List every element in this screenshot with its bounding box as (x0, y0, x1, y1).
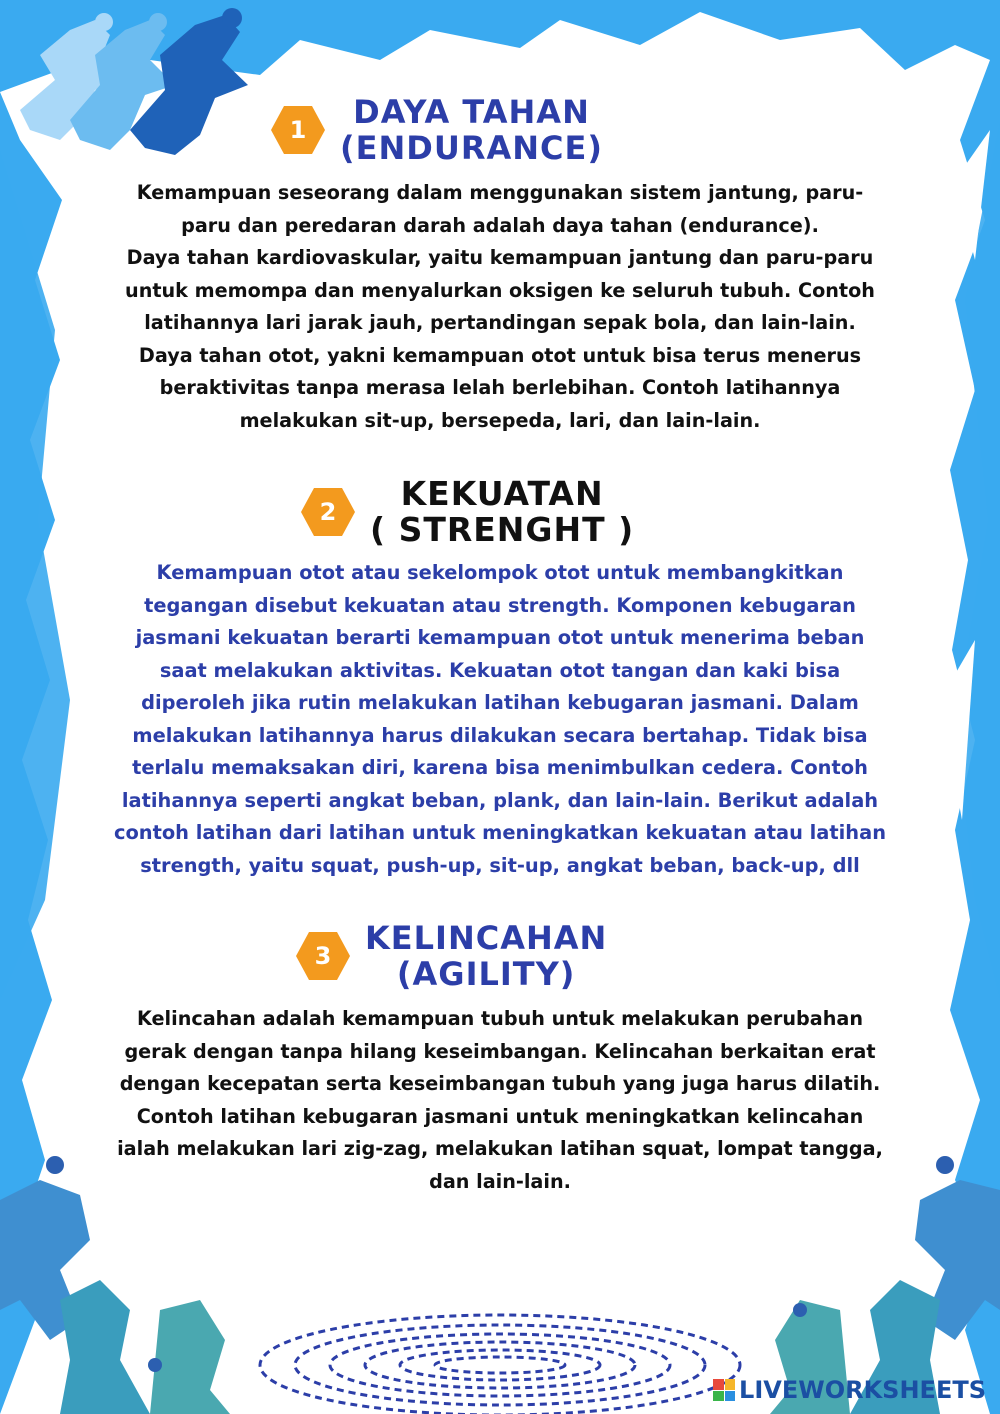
section-2-title (370, 476, 634, 548)
number-1: 1 (289, 116, 307, 144)
paragraph-line: Contoh latihan kebugaran jasmani untuk meningkatkan kelincahan (136, 1104, 864, 1128)
paragraph-line: contoh latihan dari latihan untuk meningkatkan kekuatan atau latihan (113, 821, 887, 844)
paragraph-line: dan lain-lain. (429, 1169, 571, 1193)
paragraph-line: Kemampuan otot atau sekelompok otot untuk membangkitkan (156, 561, 844, 584)
title-line-1: KEKUATAN (400, 474, 604, 513)
paragraph-line: melakukan latihannya harus dilakukan secara bertahap. Tidak bisa (132, 723, 868, 747)
paragraph-line: Kemampuan seseorang dalam menggunakan sistem jantung, paru- (136, 181, 864, 204)
number-badge-3 (295, 930, 351, 982)
paragraph-line: dengan kecepatan serta keseimbangan tubuh yang juga harus dilatih. (119, 1072, 881, 1095)
paragraph-line: saat melakukan aktivitas. Kekuatan otot tangan dan kaki bisa (159, 658, 841, 682)
paragraph-line: Daya tahan kardiovaskular, yaitu kemampuan jantung dan paru-paru (126, 246, 874, 269)
liveworksheets-watermark (713, 1376, 986, 1404)
paragraph-line: ialah melakukan lari zig-zag, melakukan latihan squat, lompat tangga, (117, 1137, 883, 1160)
paragraph-line: jasmani kekuatan berarti kemampuan otot untuk menerima beban (135, 626, 865, 649)
section-3-title (365, 920, 607, 992)
paragraph-line: Daya tahan otot, yakni kemampuan otot untuk bisa terus menerus (138, 343, 862, 367)
number-2: 2 (319, 498, 337, 526)
paragraph-line: Kelincahan adalah kemampuan tubuh untuk melakukan perubahan (137, 1007, 863, 1030)
section-3-header (295, 920, 607, 992)
paragraph-line: melakukan sit-up, bersepeda, lari, dan lain-lain. (239, 408, 761, 432)
section-3-paragraph (60, 1003, 940, 1198)
section-2-paragraph (50, 557, 950, 882)
title-line-2: (ENDURANCE) (340, 129, 603, 167)
paragraph-line: terlalu memaksakan diri, karena bisa menimbulkan cedera. Contoh (132, 756, 868, 779)
number-badge-2 (300, 486, 356, 538)
paragraph-line: tegangan disebut kekuatan atau strength. Komponen kebugaran (144, 593, 856, 617)
paragraph-line: latihannya lari jarak jauh, pertandingan sepak bola, dan lain-lain. (144, 311, 856, 334)
section-1-title (340, 94, 603, 166)
number-3: 3 (314, 942, 332, 970)
paragraph-line: untuk memompa dan menyalurkan oksigen ke seluruh tubuh. Contoh (125, 278, 875, 302)
paragraph-line: beraktivitas tanpa merasa lelah berlebihan. Contoh latihannya (159, 376, 841, 399)
paragraph-line: gerak dengan tanpa hilang keseimbangan. Kelincahan berkaitan erat (124, 1039, 876, 1063)
number-badge-1 (270, 104, 326, 156)
paragraph-line: latihannya seperti angkat beban, plank, dan lain-lain. Berikut adalah (121, 788, 879, 812)
watermark-text: LIVEWORKSHEETS (739, 1376, 986, 1404)
section-1-header (270, 94, 603, 166)
title-line-2: ( STRENGHT ) (370, 510, 635, 549)
title-line-1: KELINCAHAN (365, 919, 608, 957)
title-line-2: (AGILITY) (396, 955, 576, 993)
liveworksheets-logo-icon (713, 1379, 735, 1401)
section-1-paragraph (60, 177, 940, 437)
paragraph-line: paru dan peredaran darah adalah daya tahan (endurance). (181, 213, 819, 237)
paragraph-line: diperoleh jika rutin melakukan latihan kebugaran jasmani. Dalam (141, 691, 859, 714)
title-line-1: DAYA TAHAN (353, 93, 590, 131)
paragraph-line: strength, yaitu squat, push-up, sit-up, angkat beban, back-up, dll (140, 853, 860, 877)
section-2-header (300, 476, 634, 548)
